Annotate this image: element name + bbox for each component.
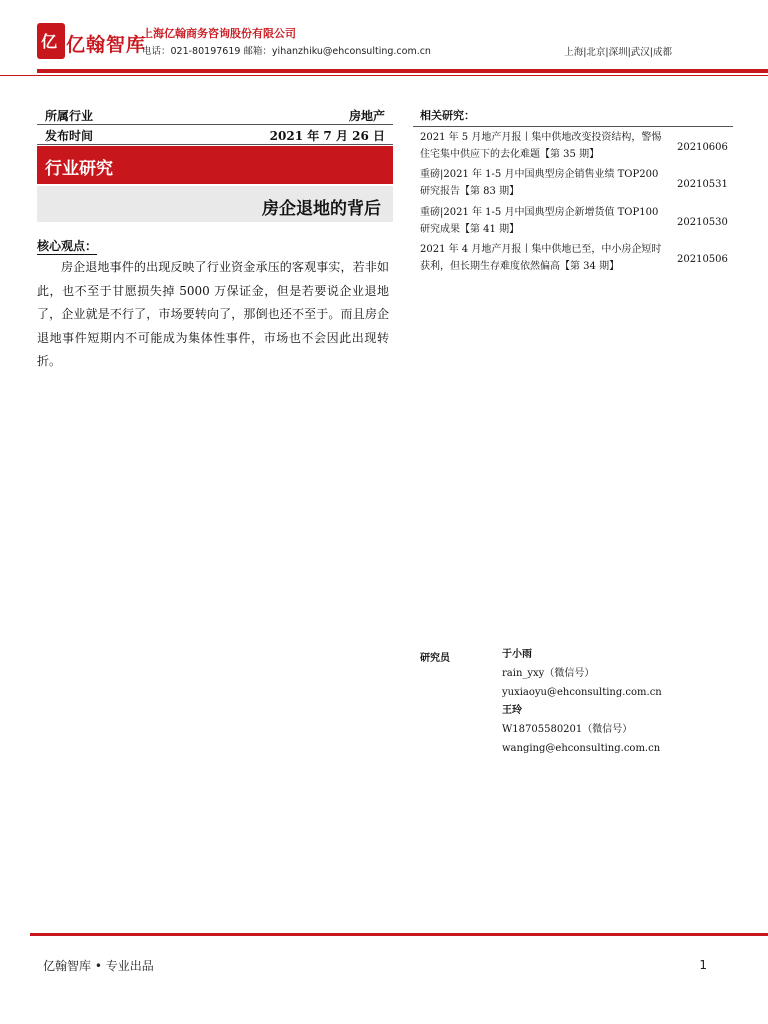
analyst-email[interactable]: wanging@ehconsulting.com.cn xyxy=(502,743,661,754)
core-heading: 核心观点： xyxy=(37,239,98,253)
related-title[interactable]: 重磅|2021 年 1-5 月中国典型房企新增货值 TOP100 研究成果【第 41 期】 xyxy=(420,207,659,235)
core-paragraph: 房企退地事件的出现反映了行业资金承压的客观事实，若非如此，也不至于甘愿损失掉 5000 万保证金，但是若要说企业退地了，企业就是不行了，市场要转向了，那倒也还不至于。而且房企退地事件短期内不可能成为集体性事件，市场也不会因此出现转折。 xyxy=(37,260,389,368)
related-date: 20210530 xyxy=(677,217,728,228)
page-number: 1 xyxy=(699,958,707,972)
date-row xyxy=(37,126,393,145)
analyst-wechat: rain_yxy（微信号） xyxy=(502,668,595,679)
report-title: 房企退地的背后 xyxy=(262,199,381,219)
report-type: 行业研究 xyxy=(45,159,113,179)
analyst-card xyxy=(502,701,660,758)
header-divider-thin xyxy=(0,75,768,76)
report-type-bar xyxy=(37,146,393,184)
analyst-email[interactable]: yuxiaoyu@ehconsulting.com.cn xyxy=(502,687,662,698)
footer-divider xyxy=(30,933,768,936)
related-divider xyxy=(413,126,733,127)
related-title[interactable]: 2021 年 4 月地产月报丨集中供地已至，中小房企短时获利，但长期生存难度依然偏高【第 34 期】 xyxy=(420,244,662,272)
logo-glyph: 亿 xyxy=(41,32,58,51)
brand-name: 亿翰智库 xyxy=(66,34,147,56)
office-cities: 上海|北京|深圳|武汉|成都 xyxy=(564,47,672,58)
date-label: 发布时间 xyxy=(45,129,94,143)
date-value: 2021 年 7 月 26 日 xyxy=(269,129,385,143)
related-date: 20210606 xyxy=(677,142,728,153)
industry-row xyxy=(37,106,393,125)
related-date: 20210506 xyxy=(677,254,728,265)
industry-label: 所属行业 xyxy=(45,109,94,123)
footer-credit: 亿翰智库 • 专业出品 xyxy=(43,959,154,973)
analyst-role-label: 研究员 xyxy=(420,653,450,664)
related-title[interactable]: 2021 年 5 月地产月报丨集中供地改变投资结构，警惕住宅集中供应下的去化难题【第 35 期】 xyxy=(420,132,662,160)
related-date: 20210531 xyxy=(677,179,728,190)
analyst-wechat: W18705580201（微信号） xyxy=(502,724,633,735)
title-bar xyxy=(37,186,393,222)
analyst-name: 王玲 xyxy=(502,705,522,716)
header-divider xyxy=(37,69,768,73)
industry-value: 房地产 xyxy=(348,109,385,123)
related-heading: 相关研究： xyxy=(420,109,475,122)
analyst-card xyxy=(502,645,662,702)
related-title[interactable]: 重磅|2021 年 1-5 月中国典型房企销售业绩 TOP200 研究报告【第 83 期】 xyxy=(420,169,659,197)
contact-info: 电话：021-80197619 邮箱：yihanzhiku@ehconsulting.com.cn xyxy=(142,46,431,57)
analyst-name: 于小雨 xyxy=(502,649,532,660)
company-name: 上海亿翰商务咨询股份有限公司 xyxy=(142,27,296,40)
